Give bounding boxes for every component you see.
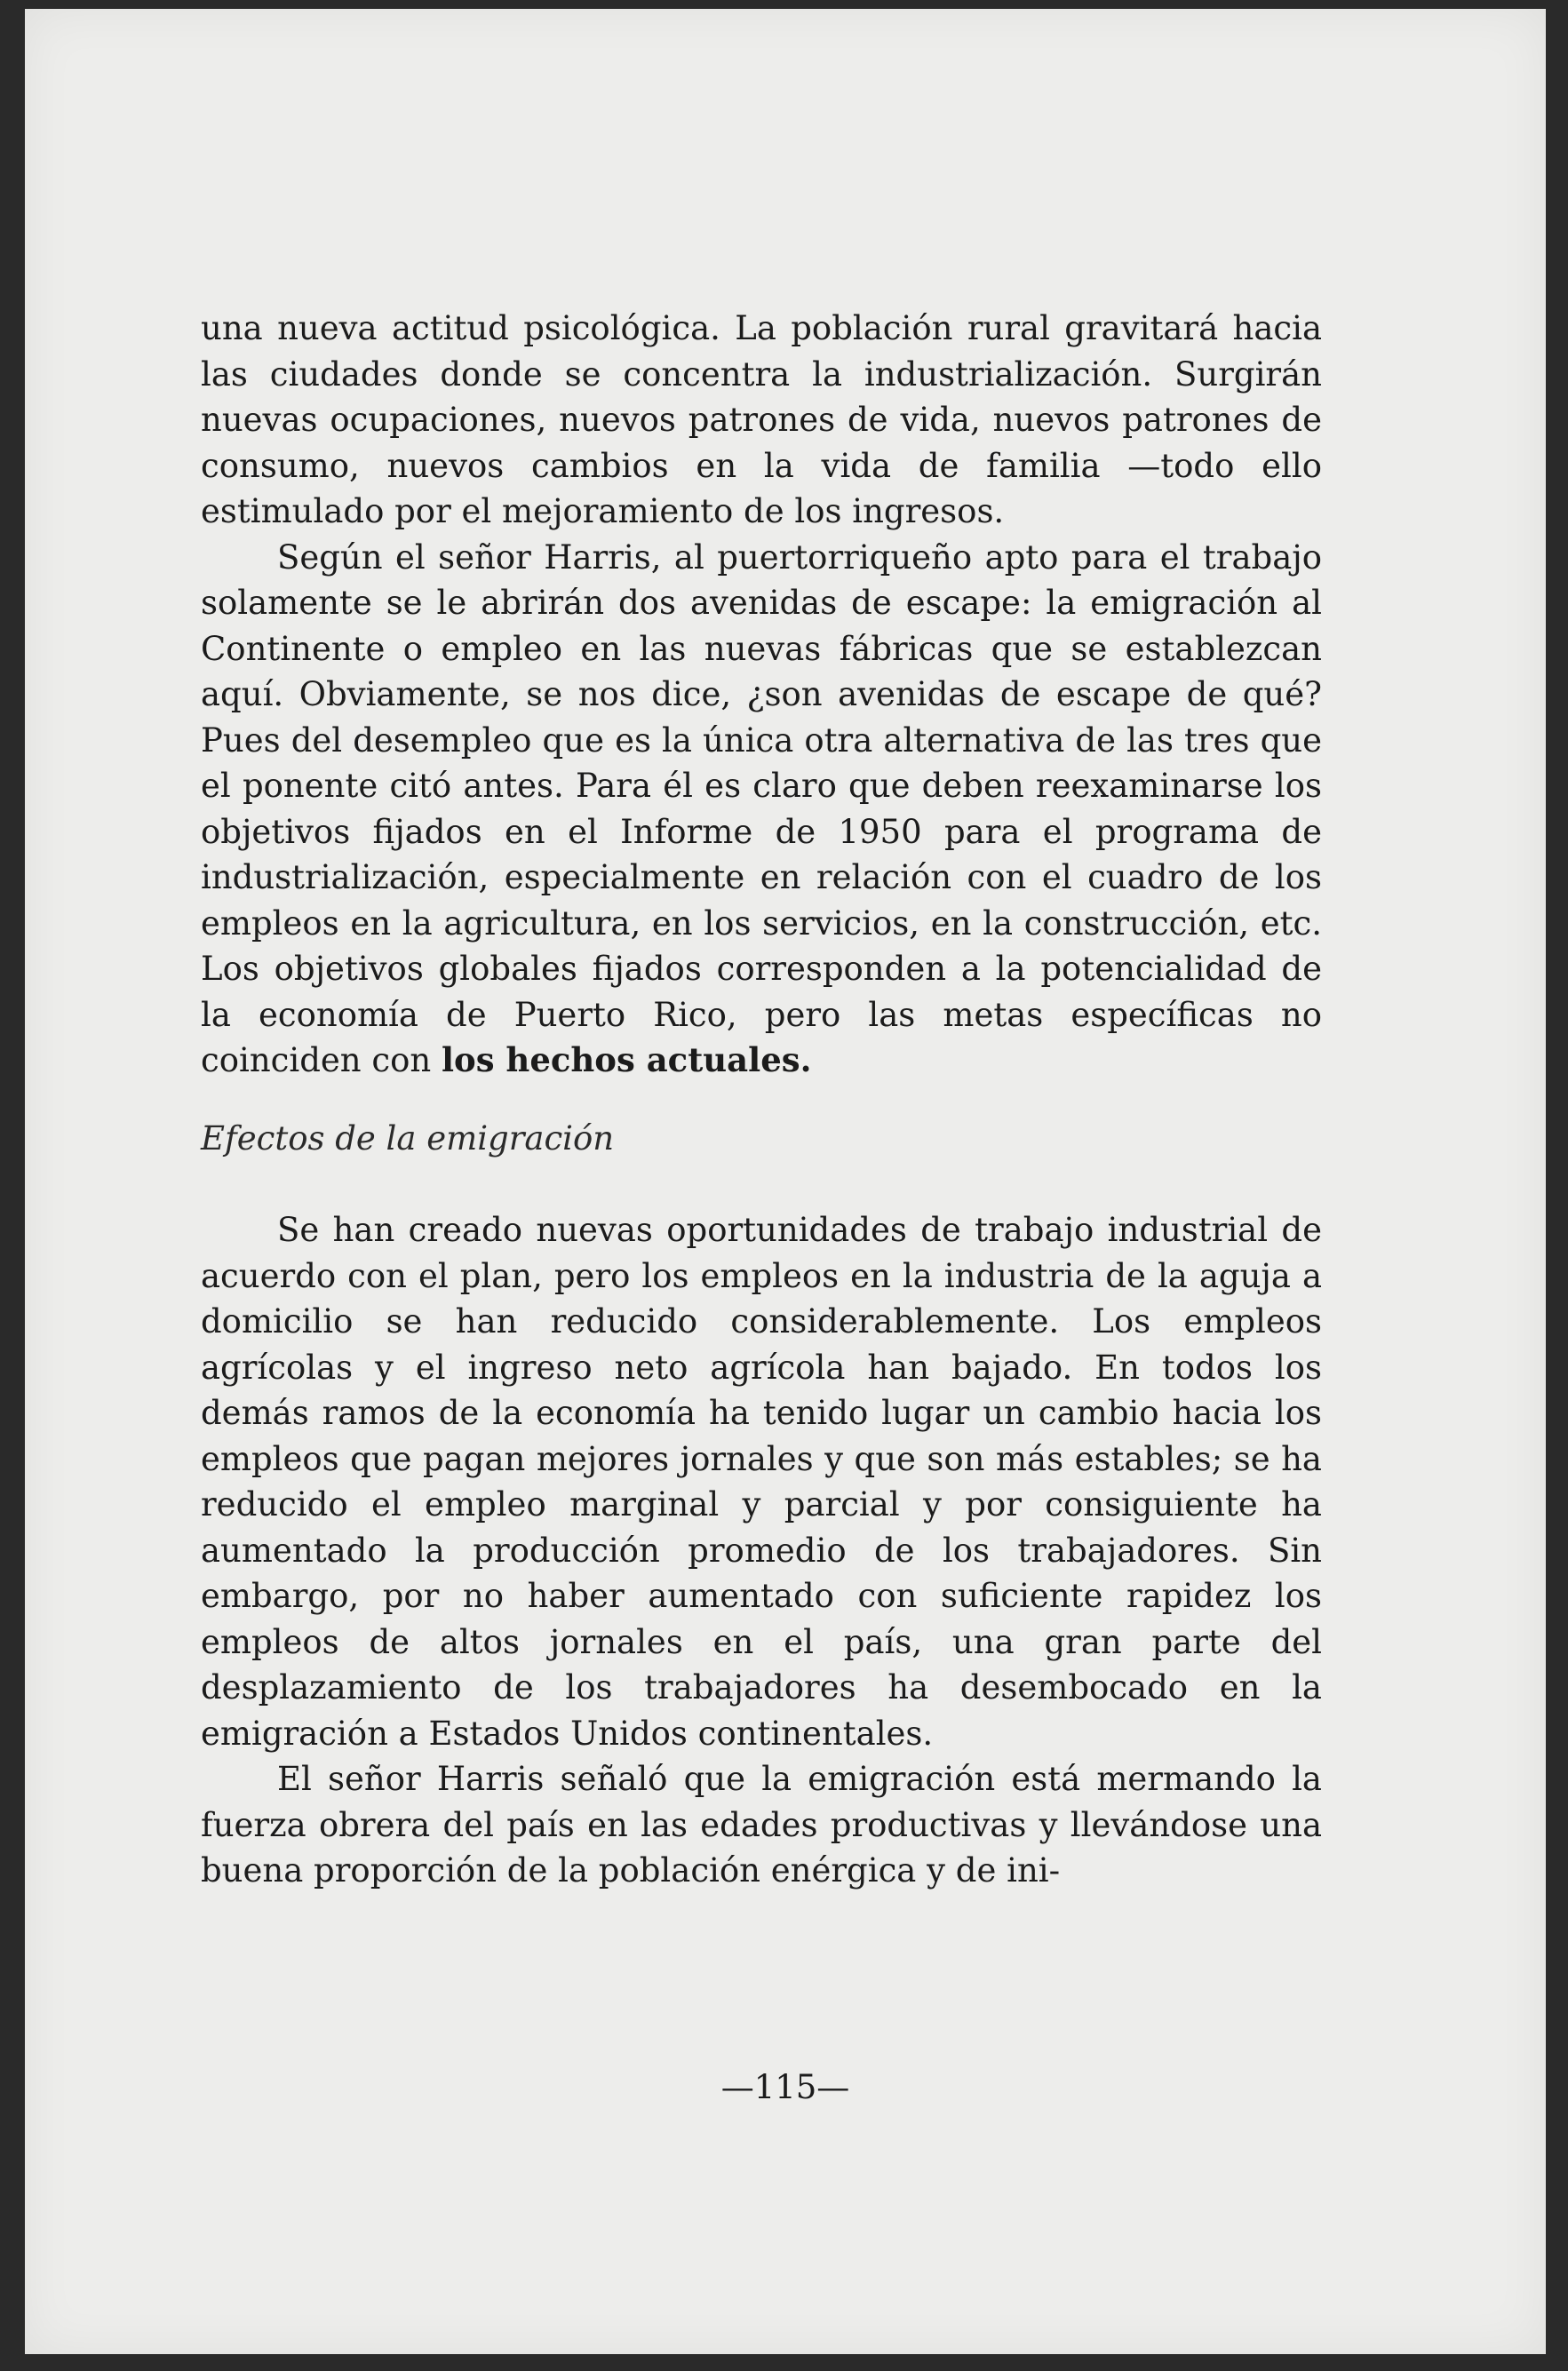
- paragraph-2-text: Según el señor Harris, al puertorriqueño apto para el trabajo solamente se le abrirán dos avenidas de escape: la emigración al Continente o empleo en las nuevas fábricas que se establezcan aquí. Obviamente, se nos dice, ¿son avenidas de escape de qué? Pues del desempleo que es la única otra alternativa de las tres que el ponente citó antes. Para él es claro que deben reexaminarse los objetivos fijados en el Informe de 1950 para el programa de industrialización, especialmente en relación con el cuadro de los empleos en la agricultura, en los servicios, en la construcción, etc. Los objetivos globales fijados corresponden a la potencialidad de la economía de Puerto Rico, pero las metas específicas no coinciden con: [201, 537, 1322, 1079]
- section-heading: Efectos de la emigración: [201, 1118, 615, 1158]
- page-number: —115—: [720, 2068, 850, 2106]
- paragraph-3: Se han creado nuevas oportunidades de trabajo industrial de acuerdo con el plan, pero los empleos en la industria de la aguja a domicilio se han reducido considerablemente. Los empleos agrícolas y el ingreso neto agrícola han bajado. En todos los demás ramos de la economía ha tenido lugar un cambio hacia los empleos que pagan mejores jornales y que son más estables; se ha reducido el empleo marginal y parcial y por consiguiente ha aumentado la producción promedio de los trabajadores. Sin embargo, por no haber aumentado con suficiente rapidez los empleos de altos jornales en el país, una gran parte del desplazamiento de los trabajadores ha desembocado en la emigración a Estados Unidos continentales.: [201, 1211, 1322, 1753]
- paragraph-1: una nueva actitud psicológica. La población rural gravitará hacia las ciudades donde se concentra la industrialización. Surgirán nuevas ocupaciones, nuevos patrones de vida, nuevos patrones de consumo, nuevos cambios en la vida de familia —todo ello estimulado por el mejoramiento de los ingresos.: [201, 309, 1322, 530]
- paragraph-4: El señor Harris señaló que la emigración está mermando la fuerza obrera del país en las edades productivas y llevándose una buena proporción de la población enérgica y de ini-: [201, 1760, 1322, 1890]
- paragraph-2: [201, 535, 1322, 1084]
- body-text: [201, 306, 1322, 1894]
- scanned-page: [25, 9, 1546, 2354]
- paragraph-2-bold-text: los hechos actuales.: [441, 1040, 812, 1079]
